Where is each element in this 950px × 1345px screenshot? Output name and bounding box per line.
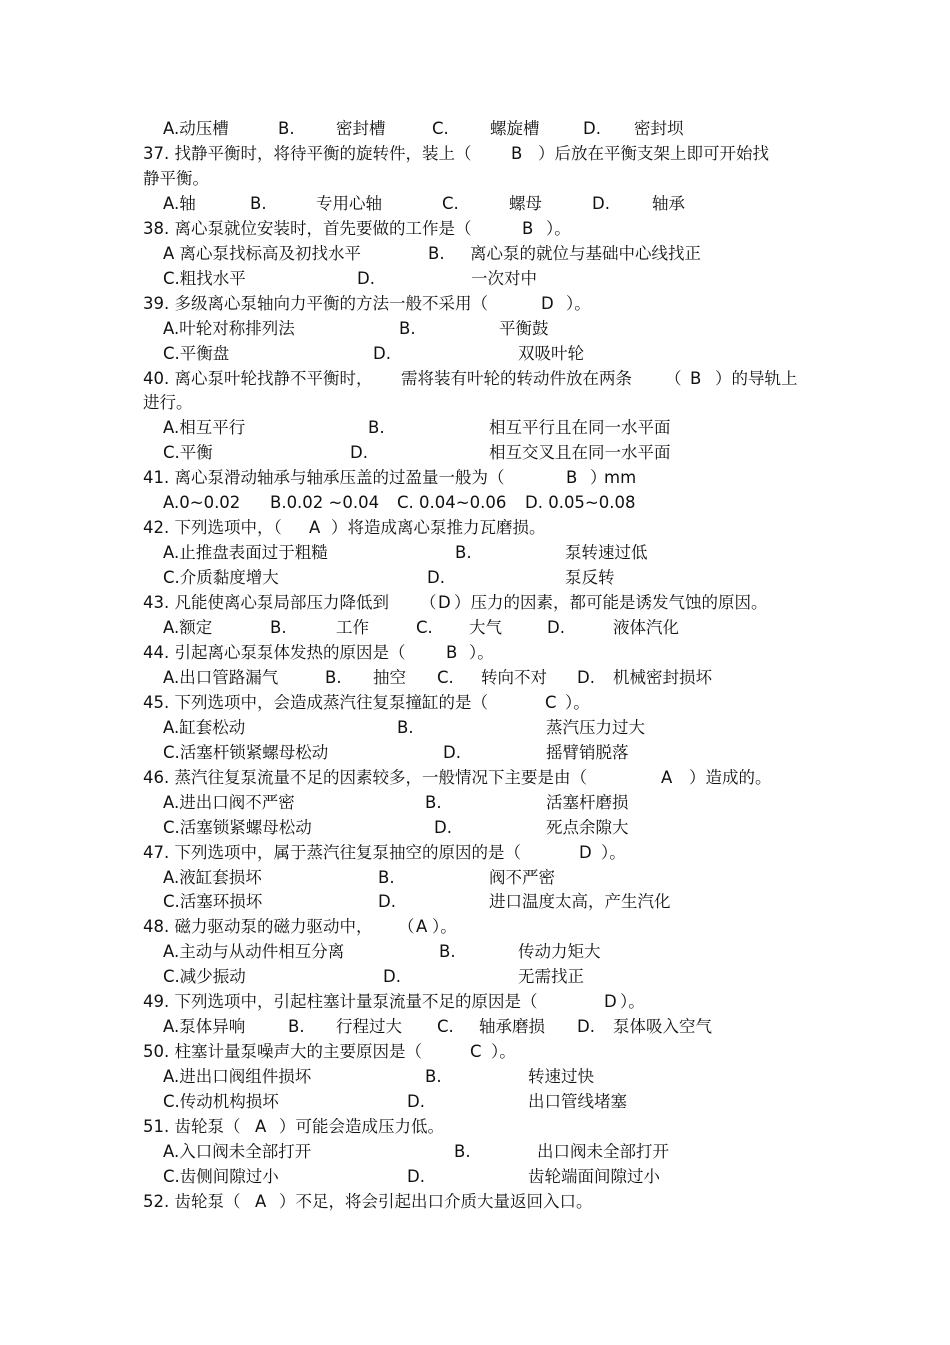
option-text: B.0.02 ~0.04 <box>270 493 380 513</box>
option-text: C.粗找水平 <box>163 268 246 288</box>
question-text: ）将造成离心泵推力瓦磨损。 <box>331 518 546 538</box>
question-text: 39. 多级离心泵轴向力平衡的方法一般不采用（ <box>143 293 488 313</box>
option-text: 传动力矩大 <box>518 942 601 962</box>
option-text: C.平衡 <box>163 443 213 463</box>
option-text: A.轴 <box>163 193 196 213</box>
option-text: A.主动与从动件相互分离 <box>163 942 345 962</box>
question-text: A <box>255 1191 267 1211</box>
option-text: C.传动机构损坏 <box>163 1092 279 1111</box>
question-text: B <box>446 642 458 662</box>
option-text: C. <box>442 193 459 213</box>
option-text: C.活塞环损坏 <box>163 892 263 912</box>
option-text: 专用心轴 <box>316 193 382 213</box>
question-text: 静平衡。 <box>143 168 209 188</box>
option-text: 相互平行且在同一水平面 <box>489 418 671 438</box>
question-text: （ <box>420 593 437 612</box>
option-text: D. <box>373 343 391 363</box>
option-text: A.进出口阀组件损坏 <box>163 1067 312 1087</box>
option-text: C. 0.04~0.06 <box>397 493 507 513</box>
question-text: ）。 <box>546 218 571 238</box>
question-text: 46. 蒸汽往复泵流量不足的因素较多，一般情况下主要是由（ <box>143 767 587 787</box>
question-text: A <box>309 518 321 538</box>
question-text: 45. 下列选项中，会造成蒸汽往复泵撞缸的是（ <box>143 692 488 712</box>
question-text: D <box>579 842 592 862</box>
question-text: ）造成的。 <box>689 767 772 787</box>
option-text: A.止推盘表面过于粗糙 <box>163 543 328 563</box>
option-text: 机械密封损坏 <box>613 667 712 687</box>
option-text: C.活塞锁紧螺母松动 <box>163 817 312 837</box>
option-text: D. <box>427 568 445 588</box>
question-text: 49. 下列选项中，引起柱塞计量泵流量不足的原因是（ <box>143 992 538 1012</box>
question-text: 41. 离心泵滑动轴承与轴承压盖的过盈量一般为（ <box>143 468 505 488</box>
question-text: （ <box>398 917 415 937</box>
option-text: B. <box>454 1141 471 1161</box>
question-text: ） <box>590 468 607 488</box>
option-text: D. <box>583 119 601 138</box>
option-text: 双吸叶轮 <box>518 343 584 363</box>
option-text: B. <box>368 418 385 438</box>
question-text: ）。 <box>491 1042 516 1062</box>
question-text: A <box>416 917 428 937</box>
option-text: C. <box>416 618 433 637</box>
question-text: mm <box>604 468 637 488</box>
question-text: ）压力的因素，都可能是诱发气蚀的原因。 <box>454 593 768 612</box>
option-text: D. <box>357 268 375 288</box>
option-text: A.出口管路漏气 <box>163 667 279 687</box>
question-text: 51. 齿轮泵（ <box>143 1117 241 1136</box>
option-text: 摇臂销脱落 <box>546 742 629 762</box>
option-text: C.减少振动 <box>163 967 246 987</box>
option-text: B. <box>399 318 416 338</box>
option-text: B. <box>278 119 295 138</box>
question-text: 50. 柱塞计量泵噪声大的主要原因是（ <box>143 1042 422 1062</box>
question-text: D <box>604 992 617 1012</box>
option-text: C.齿侧间隙过小 <box>163 1166 279 1186</box>
option-text: 相互交叉且在同一水平面 <box>489 443 671 463</box>
option-text: A.相互平行 <box>163 418 246 438</box>
question-text: B <box>566 468 578 488</box>
option-text: A.额定 <box>163 618 213 637</box>
question-text: 44. 引起离心泵泵体发热的原因是（ <box>143 642 406 662</box>
option-text: A.动压槽 <box>163 119 229 138</box>
option-text: 无需找正 <box>518 967 584 987</box>
option-text: 螺旋槽 <box>490 119 540 138</box>
option-text: 行程过大 <box>336 1017 402 1037</box>
question-text: ）。 <box>566 293 591 313</box>
option-text: B. <box>270 618 287 637</box>
question-text: （ <box>665 368 682 388</box>
option-text: 蒸汽压力过大 <box>546 717 645 737</box>
option-text: 出口阀未全部打开 <box>537 1141 669 1161</box>
option-text: D. <box>378 892 396 912</box>
question-text: 需将装有叶轮的转动件放在两条 <box>401 368 632 388</box>
option-text: 活塞杆磨损 <box>546 792 629 812</box>
question-text: ）的导轨上 <box>715 368 798 388</box>
question-text: B <box>690 368 702 388</box>
question-text: ）。 <box>565 692 590 712</box>
option-text: D. <box>577 667 595 687</box>
option-text: 大气 <box>469 618 502 637</box>
question-text: B <box>522 218 534 238</box>
option-text: 齿轮端面间隙过小 <box>528 1166 660 1186</box>
option-text: A.缸套松动 <box>163 717 246 737</box>
question-text: ）不足，将会引起出口介质大量返回入口。 <box>279 1191 593 1211</box>
option-text: D. <box>407 1092 425 1111</box>
option-text: 工作 <box>336 618 369 637</box>
option-text: 抽空 <box>373 667 406 687</box>
option-text: 轴承磨损 <box>479 1017 545 1037</box>
option-text: D. <box>434 817 452 837</box>
option-text: 平衡鼓 <box>499 318 549 338</box>
option-text: B. <box>455 543 472 563</box>
option-text: D. <box>577 1017 595 1037</box>
question-text: 进行。 <box>143 393 193 413</box>
option-text: C.介质黏度增大 <box>163 568 279 588</box>
option-text: C. <box>432 119 449 138</box>
question-text: 37. 找静平衡时，将待平衡的旋转件，装上（ <box>143 143 472 163</box>
option-text: 轴承 <box>652 193 685 213</box>
option-text: D. <box>407 1166 425 1186</box>
question-text: 43. 凡能使离心泵局部压力降低到 <box>143 593 389 612</box>
option-text: C.平衡盘 <box>163 343 230 363</box>
option-text: A.0~0.02 <box>163 493 241 513</box>
question-text: ）。 <box>432 917 457 937</box>
question-text: 48. 磁力驱动泵的磁力驱动中， <box>143 917 373 937</box>
option-text: A.入口阀未全部打开 <box>163 1141 312 1161</box>
question-text: 40. 离心泵叶轮找静不平衡时， <box>143 368 373 388</box>
question-text: A <box>661 767 673 787</box>
option-text: C. <box>437 1017 454 1037</box>
option-text: C.活塞杆锁紧螺母松动 <box>163 742 329 762</box>
option-text: 出口管线堵塞 <box>528 1092 627 1111</box>
option-text: 阀不严密 <box>489 867 555 887</box>
question-text: 38. 离心泵就位安装时，首先要做的工作是（ <box>143 218 472 238</box>
option-text: 死点余隙大 <box>546 817 629 837</box>
option-text: 密封槽 <box>336 119 386 138</box>
option-text: B. <box>425 792 442 812</box>
question-text: ）后放在平衡支架上即可开始找 <box>538 143 769 163</box>
option-text: 泵体吸入空气 <box>613 1017 712 1037</box>
question-text: ）。 <box>601 842 626 862</box>
option-text: 转速过快 <box>528 1067 594 1087</box>
option-text: 一次对中 <box>471 268 537 288</box>
question-text: 47. 下列选项中，属于蒸汽往复泵抽空的原因的是（ <box>143 842 521 862</box>
option-text: 转向不对 <box>481 667 547 687</box>
option-text: 离心泵的就位与基础中心线找正 <box>470 243 701 263</box>
option-text: B. <box>425 1067 442 1087</box>
option-text: 泵反转 <box>565 568 615 588</box>
option-text: D. <box>443 742 461 762</box>
option-text: B. <box>250 193 267 213</box>
option-text: A.进出口阀不严密 <box>163 792 295 812</box>
question-text: 42. 下列选项中，（ <box>143 518 282 538</box>
question-text: B <box>511 143 523 163</box>
question-text: ）。 <box>620 992 645 1012</box>
option-text: 泵转速过低 <box>565 543 648 563</box>
question-text: A <box>255 1117 267 1136</box>
option-text: B. <box>397 717 414 737</box>
option-text: D. <box>350 443 368 463</box>
option-text: B. <box>325 667 342 687</box>
option-text: A.叶轮对称排列法 <box>163 318 295 338</box>
option-text: D. <box>592 193 610 213</box>
option-text: 进口温度太高，产生汽化 <box>489 892 671 912</box>
option-text: 螺母 <box>509 193 542 213</box>
option-text: B. <box>288 1017 305 1037</box>
option-text: A.液缸套损坏 <box>163 867 262 887</box>
option-text: B. <box>428 243 445 263</box>
option-text: B. <box>378 867 395 887</box>
question-text: C <box>470 1042 482 1062</box>
option-text: 密封坝 <box>634 119 684 138</box>
question-text: ）可能会造成压力低。 <box>279 1117 444 1136</box>
question-text: C <box>545 692 557 712</box>
question-text: ）。 <box>469 642 494 662</box>
option-text: D. <box>547 618 565 637</box>
option-text: A 离心泵找标高及初找水平 <box>163 243 362 263</box>
option-text: C. <box>437 667 454 687</box>
option-text: D. <box>383 967 401 987</box>
question-text: 52. 齿轮泵（ <box>143 1191 241 1211</box>
option-text: A.泵体异响 <box>163 1017 246 1037</box>
option-text: B. <box>439 942 456 962</box>
option-text: 液体汽化 <box>613 618 679 637</box>
question-text: D <box>438 593 451 612</box>
question-text: D <box>541 293 554 313</box>
option-text: D. 0.05~0.08 <box>525 493 636 513</box>
